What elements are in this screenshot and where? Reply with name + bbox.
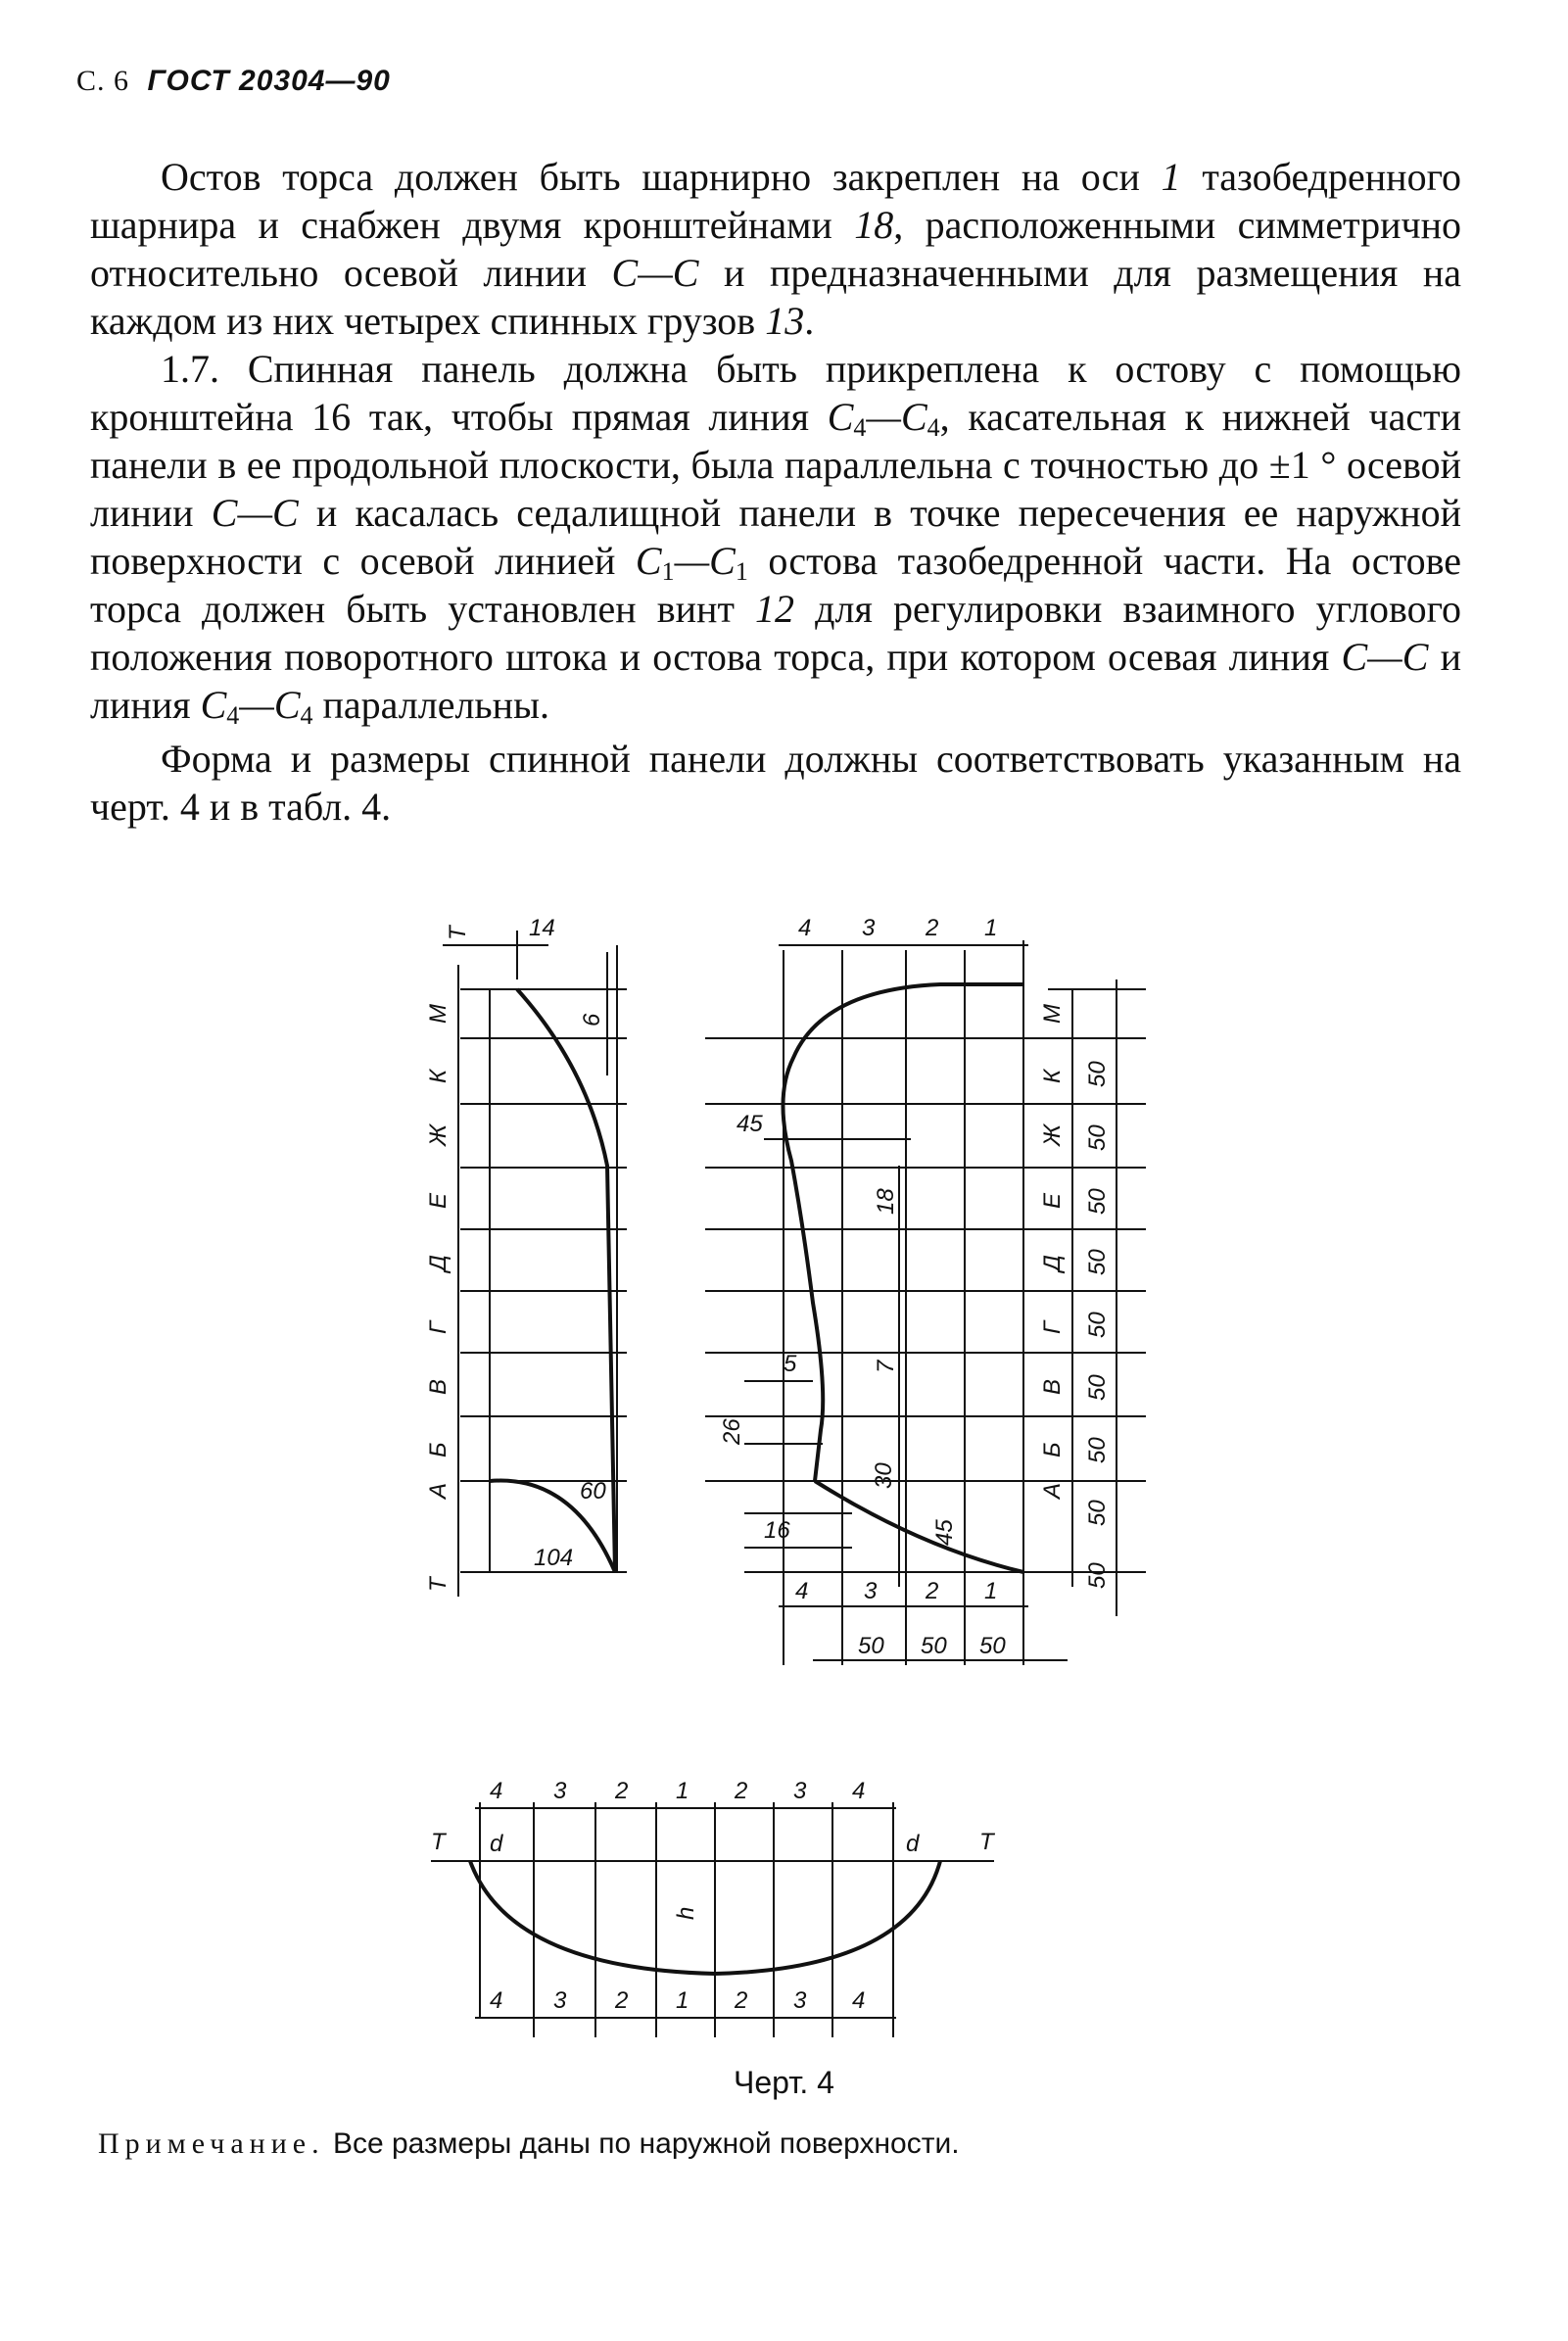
col-label: 4 [852, 1987, 866, 2014]
section-label: К [1039, 1069, 1066, 1083]
dim-label: 26 [719, 1418, 745, 1445]
text-run: остова тазобедренной части. На остове торса должен быть установлен винт [90, 539, 1461, 631]
right-view-grid [705, 940, 1146, 1665]
line-label: С [635, 539, 662, 583]
ref-number: 1 [1161, 155, 1181, 199]
col-label: 3 [793, 1987, 807, 2014]
left-view-labels [425, 915, 606, 1592]
section-label: К [425, 1069, 451, 1083]
spacing-label: 50 [921, 1633, 947, 1659]
section-label: Ж [1039, 1123, 1066, 1146]
text-run: и предназначенными для размещения на каждом из них четырех спинных грузов [90, 251, 1461, 343]
text-run: 1.7. Спинная панель должна быть прикреплена к остову с помощью кронштейна 16 так, чтобы прямая линия [90, 347, 1461, 439]
col-label: 1 [984, 1578, 998, 1604]
subscript: 1 [735, 557, 748, 586]
spacing-label: 50 [1084, 1562, 1111, 1589]
section-label: Б [425, 1442, 451, 1457]
col-label: 4 [795, 1578, 809, 1604]
ref-number: 12 [755, 587, 795, 631]
subscript: 1 [661, 557, 675, 586]
spacing-label: 50 [858, 1633, 884, 1659]
col-label: 2 [735, 1987, 748, 2014]
text-run: для регулировки взаимного углового положения поворотного штока и остова торса, при котором осевая линия [90, 587, 1461, 679]
col-label: 3 [553, 1987, 567, 2014]
ref-number: 13 [765, 299, 805, 343]
dim-label: 5 [784, 1351, 797, 1377]
spacing-label: 50 [1084, 1124, 1111, 1151]
col-label: 2 [926, 1578, 939, 1604]
col-label: 2 [615, 1987, 629, 2014]
section-label: Т [425, 1577, 451, 1592]
dim-label: d [906, 1831, 920, 1857]
section-label: Г [425, 1320, 451, 1334]
section-label: А [1039, 1482, 1066, 1499]
section-label: Ж [425, 1123, 451, 1146]
line-label: —С [674, 539, 736, 583]
dim-label: Т [445, 926, 471, 940]
cross-section-labels [431, 1778, 996, 2014]
dim-label: 6 [579, 1013, 605, 1027]
spacing-label: 50 [1084, 1188, 1111, 1215]
line-label: С [827, 395, 854, 439]
subscript: 4 [927, 413, 940, 442]
paragraph-3: Форма и размеры спинной панели должны соответствовать указанным на черт. 4 и в табл. 4. [90, 737, 1461, 829]
section-label: М [425, 1004, 451, 1024]
section-label: А [425, 1482, 451, 1499]
text-run: и линия [90, 635, 1461, 727]
cross-section-curve [470, 1861, 940, 1974]
spacing-label: 50 [1084, 1374, 1111, 1401]
dim-label: 45 [736, 1111, 763, 1137]
dim-label: 45 [931, 1519, 958, 1546]
dim-label: 18 [873, 1188, 899, 1215]
right-profile-curve [783, 984, 1023, 1481]
col-label: 2 [615, 1778, 629, 1804]
dim-label: h [673, 1906, 699, 1920]
section-label: Г [1039, 1320, 1066, 1334]
col-label: 2 [926, 915, 939, 941]
section-label: Б [1039, 1442, 1066, 1457]
note-text: Все размеры даны по наружной поверхности. [324, 2127, 960, 2160]
note [98, 2127, 960, 2161]
col-label: 4 [490, 1987, 503, 2014]
subscript: 4 [853, 413, 867, 442]
col-label: 1 [676, 1987, 689, 2014]
dim-label: Т [431, 1829, 446, 1855]
line-label: —С [866, 395, 927, 439]
dim-label: 104 [534, 1545, 574, 1571]
text-run: параллельны. [312, 683, 549, 727]
line-label: С [200, 683, 227, 727]
dim-label: Т [979, 1829, 994, 1855]
section-label: В [425, 1378, 451, 1395]
section-label: В [1039, 1378, 1066, 1395]
dim-label: 60 [580, 1478, 606, 1505]
col-label: 4 [490, 1778, 503, 1804]
dim-label: 16 [764, 1517, 790, 1544]
col-label: 1 [984, 915, 998, 941]
col-label: 4 [852, 1778, 866, 1804]
spacing-label: 50 [1084, 1249, 1111, 1275]
section-label: Е [1039, 1192, 1066, 1209]
standard-number: ГОСТ 20304—90 [147, 65, 391, 97]
dim-label: 7 [873, 1360, 899, 1373]
col-label: 4 [798, 915, 812, 941]
col-label: 3 [864, 1578, 878, 1604]
spacing-label: 50 [1084, 1437, 1111, 1463]
col-label: 3 [862, 915, 876, 941]
axis-label: С—С [1341, 635, 1429, 679]
section-label: Е [425, 1192, 451, 1209]
dim-label: 14 [529, 915, 555, 941]
text-run: Остов торса должен быть шарнирно закреплен на оси [161, 155, 1162, 199]
right-bottom-curve [815, 1481, 1023, 1572]
col-label: 2 [735, 1778, 748, 1804]
axis-label: С—С [211, 491, 299, 535]
col-label: 3 [553, 1778, 567, 1804]
axis-label: С—С [611, 251, 699, 295]
spacing-label: 50 [1084, 1312, 1111, 1338]
subscript: 4 [300, 701, 313, 730]
spacing-label: 50 [979, 1633, 1006, 1659]
text-run: , расположенными симметрично относительно осевой линии [90, 203, 1462, 295]
spacing-label: 50 [1084, 1500, 1111, 1526]
section-label: М [1039, 1004, 1066, 1024]
col-label: 3 [793, 1778, 807, 1804]
text-run: , касательная к нижней части панели в ее продольной плоскости, была параллельна с точностью до ±1 ° осевой линии [90, 395, 1462, 535]
section-label: Д [1039, 1255, 1066, 1271]
page-number: С. 6 [76, 65, 130, 97]
line-label: —С [239, 683, 301, 727]
col-label: 1 [676, 1778, 689, 1804]
dim-label: d [490, 1831, 503, 1857]
note-label: Примечание. [98, 2127, 325, 2160]
ref-number: 18 [854, 203, 894, 247]
spacing-label: 50 [1084, 1061, 1111, 1087]
dim-label: 30 [871, 1462, 897, 1489]
text-run: . [804, 299, 815, 343]
section-label: Д [425, 1255, 451, 1271]
text-run: и касалась седалищной панели в точке пересечения ее наружной поверхности с осевой линией [90, 491, 1462, 583]
text-run: тазобедренного шарнира и снабжен двумя кронштейнами [90, 155, 1462, 247]
figure-caption: Черт. 4 [734, 2065, 834, 2100]
subscript: 4 [226, 701, 240, 730]
